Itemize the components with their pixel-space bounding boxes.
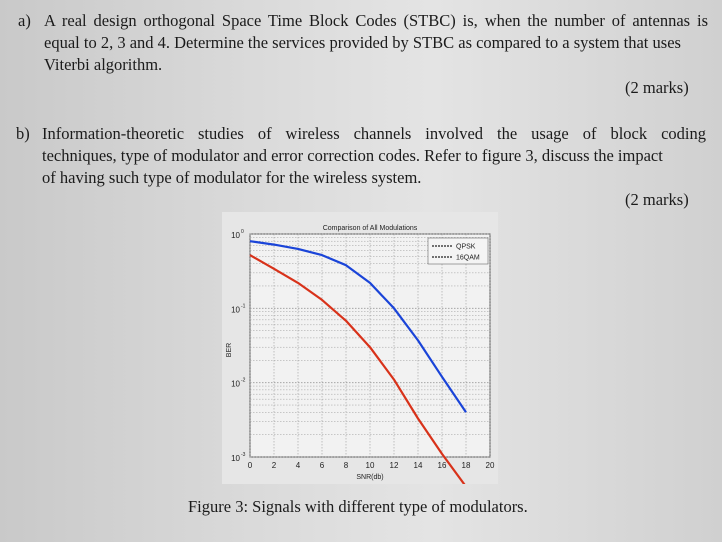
chart-title: Comparison of All Modulations — [322, 225, 418, 232]
y-tick-label: 10 — [231, 454, 240, 463]
question-b-line-3: of having such type of modulator for the wireless system. — [42, 168, 422, 187]
x-tick-label: 18 — [461, 461, 471, 470]
question-a-line-3: Viterbi algorithm. — [44, 55, 163, 74]
question-b-letter: b) — [16, 124, 30, 143]
y-tick-exponent: -3 — [241, 452, 246, 458]
question-a-line-1: A real design orthogonal Space Time Block Codes (STBC) is, when the number of antennas is — [44, 11, 708, 30]
x-tick-label: 16 — [437, 461, 447, 470]
question-a-letter: a) — [18, 11, 31, 30]
question-b-line-1: Information-theoretic studies of wireless channels involved the usage of block coding — [42, 124, 706, 143]
x-tick-label: 14 — [413, 461, 423, 470]
question-a-marks: (2 marks) — [625, 78, 689, 97]
x-tick-label: 20 — [485, 461, 495, 470]
x-tick-label: 4 — [295, 461, 301, 470]
y-tick-label: 10 — [231, 305, 240, 315]
legend-label: 16QAM — [456, 254, 480, 262]
y-tick-label: 10 — [231, 379, 240, 389]
question-a-line-2: equal to 2, 3 and 4. Determine the services provided by STBC as compared to a system that uses — [44, 33, 681, 52]
y-tick-exponent: 0 — [241, 229, 244, 235]
x-tick-label: 8 — [343, 461, 349, 470]
legend-label: QPSK — [456, 243, 476, 251]
y-tick-label: 10 — [231, 231, 240, 240]
legend — [428, 238, 488, 264]
figure-caption: Figure 3: Signals with different type of modulators. — [188, 497, 528, 516]
y-axis-label: BER — [226, 342, 233, 358]
y-tick-exponent: -2 — [241, 377, 246, 384]
x-tick-label: 6 — [319, 461, 325, 470]
question-b-marks: (2 marks) — [625, 190, 689, 209]
x-tick-label: 0 — [247, 461, 253, 470]
question-b-line-2: techniques, type of modulator and error correction codes. Refer to figure 3, discuss the impact — [42, 146, 663, 165]
ber-chart — [222, 212, 498, 484]
x-axis-label: SNR(db) — [356, 474, 384, 481]
x-tick-label: 2 — [271, 461, 277, 470]
x-tick-label: 10 — [365, 461, 375, 470]
x-tick-label: 12 — [389, 461, 399, 470]
y-tick-exponent: -1 — [241, 303, 246, 310]
